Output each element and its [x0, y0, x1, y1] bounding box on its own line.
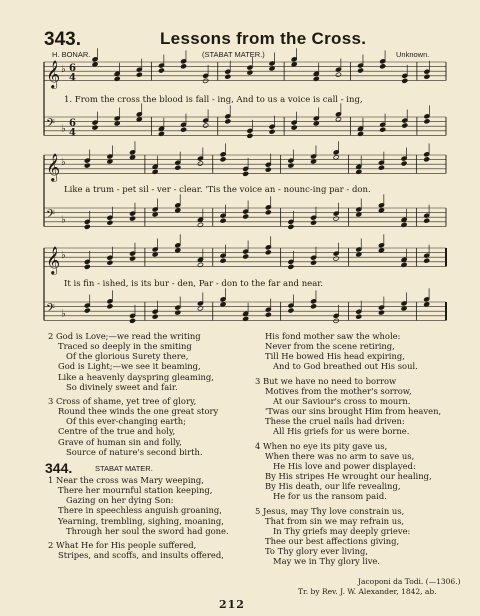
note-head — [84, 224, 90, 229]
note-head — [335, 117, 341, 122]
note-head — [402, 78, 408, 83]
note-head — [175, 248, 181, 253]
verse-line: Till He bowed His head expiring, — [265, 351, 405, 362]
note-head — [424, 302, 430, 307]
verse-line: These the cruel nails had driven: — [265, 416, 405, 427]
note-head — [243, 214, 249, 219]
verse-line: Centre of the true and holy, — [58, 426, 176, 437]
note-head — [220, 302, 226, 307]
note-head — [424, 258, 430, 263]
note-head — [130, 155, 136, 160]
note-head — [225, 74, 231, 79]
verse-line: Of the glorious Surety there, — [66, 351, 189, 362]
note-head — [175, 208, 181, 213]
note-head — [265, 210, 271, 215]
verse-line: And to God breathed out His soul. — [273, 361, 418, 372]
credit-translator: Tr. by Rev. J. W. Alexander, 1842, ab. — [298, 587, 437, 596]
verse-line: Thee our best affections giving, — [265, 535, 400, 546]
note-head — [288, 264, 294, 269]
stanza-3 — [48, 396, 258, 457]
verse-line: There her mournful station keeping, — [58, 485, 213, 496]
verse-line: Traced so deeply in the smiting — [58, 341, 192, 352]
verse-line: To Thy glory ever living, — [265, 546, 368, 557]
verse-line: Stripes, and scoffs, and insults offered, — [58, 550, 224, 561]
note-head — [158, 68, 164, 73]
stanza-cont — [255, 331, 465, 372]
verse-line: 3 But we have no need to borrow — [255, 375, 397, 386]
note-head — [333, 155, 339, 160]
flat-icon: ♭ — [61, 250, 66, 262]
composer: Unknown. — [396, 50, 430, 59]
verse-line: Never from the scene retiring, — [265, 341, 395, 352]
verse-line: When there was no arm to save us, — [265, 450, 415, 461]
verse-line: 1 Near the cross was Mary weeping, — [48, 475, 204, 485]
bass-clef-icon: 𝄢 — [46, 301, 56, 318]
verse-line: That from sin we may refrain us, — [265, 515, 405, 526]
verse-line: Round thee winds the one great story — [58, 406, 219, 417]
note-head — [333, 216, 339, 221]
flat-icon: ♭ — [61, 308, 66, 320]
tune-name: (STABAT MATER.) — [202, 50, 265, 59]
note-head — [84, 308, 90, 313]
verse-line: Source of nature's second birth. — [66, 446, 203, 457]
hymn-author: H. BONAR. — [52, 50, 91, 59]
note-head — [247, 70, 253, 75]
hymn-344-tune: STABAT MATER. — [95, 464, 153, 473]
note-head — [243, 254, 249, 259]
note-head — [380, 127, 386, 132]
credit-original-author: Jacoponi da Todi. (—1306.) — [358, 577, 461, 586]
note-head — [203, 123, 209, 128]
note-head — [92, 62, 98, 67]
note-head — [265, 167, 271, 172]
note-head — [107, 260, 113, 265]
verse-line: Like a heavenly dayspring gleaming, — [58, 371, 214, 382]
verse-line: 2 God is Love;—we read the writing — [48, 331, 201, 341]
verse-line: Grave of human sin and folly, — [58, 436, 182, 447]
note-head — [175, 165, 181, 170]
hymn-344-stanza-1 — [48, 475, 260, 536]
bass-clef-icon: 𝄢 — [46, 207, 56, 224]
note-head — [291, 125, 297, 130]
note-head — [203, 78, 209, 83]
note-head — [136, 72, 142, 77]
note-head — [378, 208, 384, 213]
verses-column-left — [48, 331, 258, 461]
time-signature-top: 6 — [69, 63, 76, 75]
verse-line: All His griefs for us were borne. — [273, 426, 410, 437]
stanza-5 — [255, 506, 465, 567]
note-head — [356, 314, 362, 319]
treble-clef-icon: 𝄞 — [46, 245, 61, 274]
verse-line: In Thy griefs may deeply grieve: — [273, 525, 411, 536]
note-head — [311, 260, 317, 265]
note-head — [265, 312, 271, 317]
note-head — [130, 216, 136, 221]
note-head — [220, 157, 226, 162]
note-head — [243, 171, 249, 176]
lyric-line-2: Like a trum - pet sil - ver - clear. 'Tis the voice an - nounc-ing par - don. — [64, 185, 371, 195]
hymn-344-verses — [48, 475, 260, 564]
treble-clef-icon: 𝄞 — [46, 59, 61, 88]
verse-line: At our Saviour's cross to mourn. — [273, 395, 411, 406]
note-head — [333, 256, 339, 261]
verse-line: 4 When no eye its pity gave us, — [255, 440, 388, 451]
note-head — [424, 74, 430, 79]
verse-line: 3 Cross of shame, yet tree of glory, — [48, 395, 197, 406]
hymn-344-number: 344. — [45, 460, 73, 476]
note-head — [265, 250, 271, 255]
verse-line: Yearning, trembling, sighing, moaning, — [58, 515, 224, 526]
note-head — [107, 220, 113, 225]
lyric-line-3: It is fin - ished, is its bur - den, Par - don to the far and near. — [64, 279, 324, 289]
note-head — [107, 304, 113, 309]
note-head — [333, 318, 339, 323]
note-head — [136, 117, 142, 122]
note-head — [152, 314, 158, 319]
hymn-344-stanza-2 — [48, 540, 260, 560]
note-head — [181, 127, 187, 132]
time-signature-bottom: 4 — [69, 127, 76, 139]
verse-line: Gazing on her dying Son: — [66, 495, 174, 506]
verse-line: There in speechless anguish groaning, — [58, 505, 222, 516]
note-head — [130, 318, 136, 323]
verse-line: His fond mother saw the whole: — [265, 331, 401, 341]
note-head — [220, 258, 226, 263]
time-signature-bottom: 4 — [69, 72, 76, 84]
note-head — [291, 62, 297, 67]
note-head — [378, 248, 384, 253]
note-head — [378, 310, 384, 315]
page-number: 212 — [219, 598, 245, 611]
note-head — [402, 123, 408, 128]
flat-icon: ♭ — [61, 64, 66, 76]
verse-line: Through her soul the sword had gone. — [66, 525, 229, 536]
note-head — [311, 304, 317, 309]
note-head — [175, 310, 181, 315]
note-head — [84, 163, 90, 168]
verses-column-right — [255, 331, 465, 570]
verse-line: He for us the ransom paid. — [273, 491, 387, 502]
note-head — [401, 161, 407, 166]
hymn-number: 343. — [44, 29, 81, 50]
flat-icon: ♭ — [61, 157, 66, 169]
note-head — [220, 218, 226, 223]
note-head — [424, 218, 430, 223]
note-head — [288, 224, 294, 229]
note-head — [92, 125, 98, 130]
note-head — [225, 119, 231, 124]
flat-icon: ♭ — [61, 214, 66, 226]
verse-line: By His death, our life revealing, — [265, 481, 401, 492]
treble-clef-icon: 𝄞 — [46, 152, 61, 181]
note-head — [181, 64, 187, 69]
note-head — [335, 72, 341, 77]
note-head — [247, 133, 253, 138]
note-head — [269, 129, 275, 134]
verse-line: 5 Jesus, may Thy love constrain us, — [255, 505, 405, 516]
verse-line: Of this ever-changing earth; — [66, 416, 186, 427]
verse-line: By His stripes He wrought our healing, — [265, 471, 432, 482]
verse-line: May we in Thy glory live. — [273, 556, 381, 567]
note-head — [288, 163, 294, 168]
stanza-4 — [255, 441, 465, 502]
verse-line: So divinely sweet and fair. — [66, 381, 178, 392]
note-head — [197, 161, 203, 166]
verse-line: Motives from the mother's sorrow, — [265, 385, 412, 396]
note-head — [311, 220, 317, 225]
hymn-title: Lessons from the Cross. — [160, 29, 367, 48]
flat-icon: ♭ — [61, 123, 66, 135]
bass-clef-icon: 𝄢 — [46, 116, 56, 133]
note-head — [424, 157, 430, 162]
stanza-2 — [48, 331, 258, 392]
note-head — [380, 64, 386, 69]
note-head — [288, 308, 294, 313]
verse-line: 'Twas our sins brought Him from heaven, — [265, 406, 442, 417]
note-head — [378, 165, 384, 170]
verse-line: God is Light;—we see it beaming, — [58, 361, 201, 372]
lyric-line-1: 1. From the cross the blood is fall - ing, And to us a voice is call - ing, — [64, 95, 363, 105]
verse-line: 2 What He for His people suffered, — [48, 539, 197, 550]
note-head — [424, 119, 430, 124]
note-head — [358, 68, 364, 73]
note-head — [84, 264, 90, 269]
note-head — [130, 256, 136, 261]
stanza-3b — [255, 376, 465, 437]
verse-line: He His love and power displayed: — [273, 460, 416, 471]
time-signature-top: 6 — [69, 118, 76, 130]
